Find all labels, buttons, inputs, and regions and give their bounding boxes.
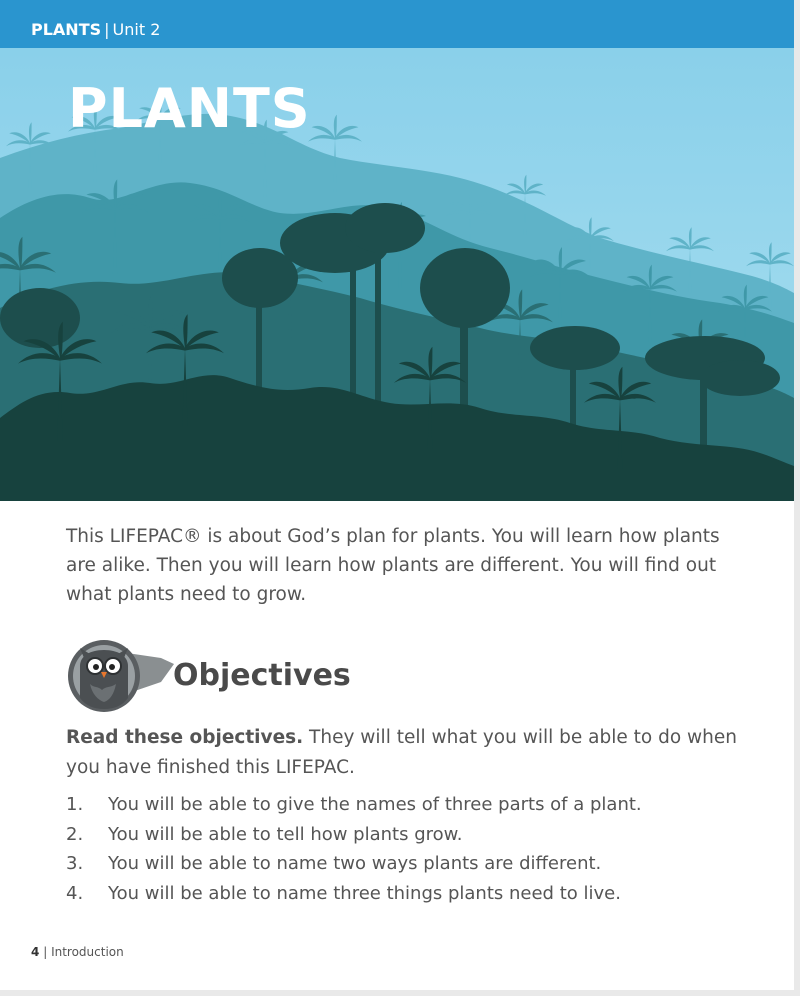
list-item <box>66 879 756 909</box>
item-text: You will be able to give the names of three parts of a plant. <box>108 794 642 815</box>
header-bar <box>0 0 794 48</box>
objectives-instruction <box>66 723 746 783</box>
intro-paragraph: This LIFEPAC® is about God’s plan for plants. You will learn how plants are alike. Then you will learn how plants are different. You will find out what plants need to grow. <box>66 526 720 605</box>
item-number: 1. <box>66 794 84 815</box>
list-item <box>66 790 756 820</box>
item-text: You will be able to name three things plants need to live. <box>108 882 621 904</box>
header-separator: | <box>104 20 110 39</box>
header-unit-title: PLANTS <box>31 20 102 39</box>
item-text: You will be able to tell how plants grow. <box>108 823 463 845</box>
page-title: PLANTS <box>68 77 311 140</box>
item-number: 2. <box>66 823 84 845</box>
footer-separator: | <box>43 945 48 959</box>
item-text: You will be able to name two ways plants are different. <box>108 853 602 874</box>
header-unit-label: Unit 2 <box>112 20 161 39</box>
header-text <box>31 20 160 40</box>
page-number: 4 <box>31 945 40 959</box>
page-edge-right <box>794 0 800 996</box>
list-item <box>66 820 756 850</box>
list-item <box>66 849 756 879</box>
instruction-rest: They will tell what you will be able to do when you have finished this LIFEPAC. <box>66 727 737 778</box>
item-number: 3. <box>66 853 84 874</box>
hero-banner <box>0 48 794 501</box>
objectives-list <box>66 790 756 908</box>
objectives-title: Objectives <box>173 658 351 693</box>
objectives-heading <box>66 638 366 714</box>
instruction-bold: Read these objectives. <box>66 727 304 748</box>
footer-section: Introduction <box>51 945 124 959</box>
page-footer <box>31 945 124 959</box>
owl-icon <box>66 638 174 714</box>
page-edge-bottom <box>0 990 800 996</box>
item-number: 4. <box>66 882 84 904</box>
